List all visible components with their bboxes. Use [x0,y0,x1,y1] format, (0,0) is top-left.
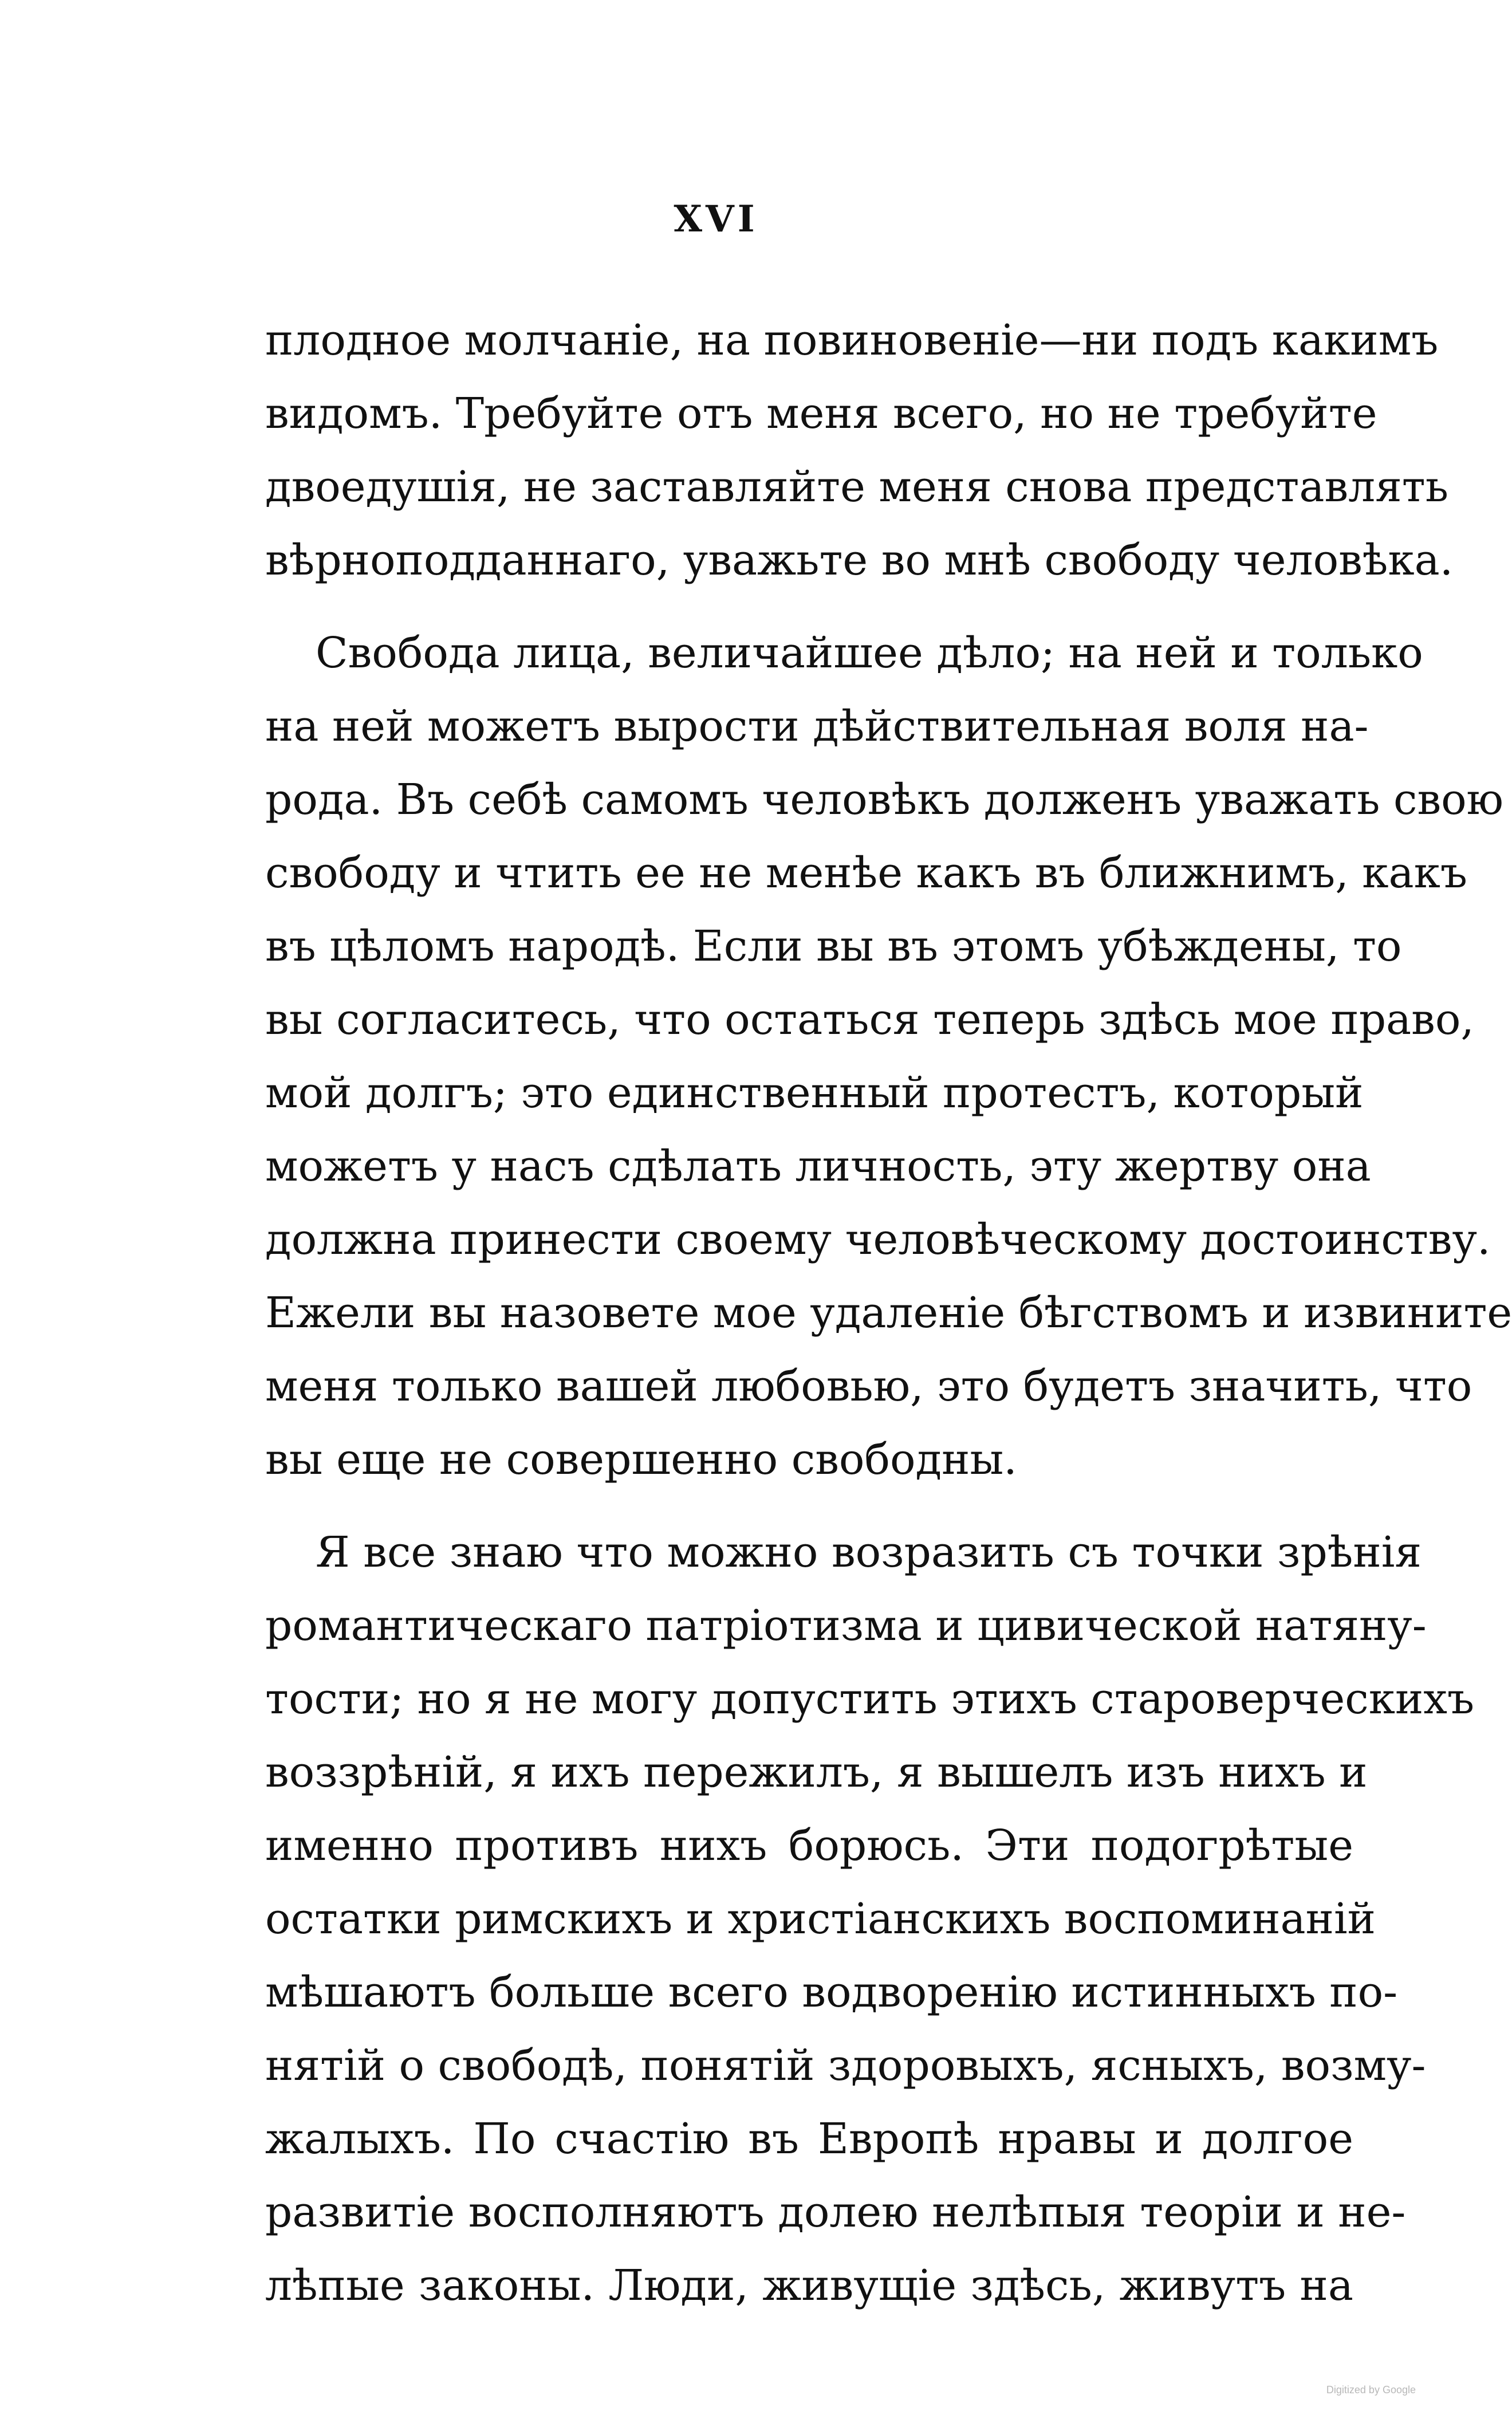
text-line: Свобода лица, величайшее дѣло; на ней и только [316,628,1423,678]
paragraph-1 [265,304,1454,597]
text-line: можетъ у насъ сдѣлать личность, эту жертву она [265,1142,1371,1191]
text-line: Ежели вы назовете мое удаленіе бѣгствомъ и извините [265,1288,1512,1338]
text-line: плодное молчаніе, на повиновеніе—ни подъ какимъ [265,316,1439,365]
text-line: видомъ. Требуйте отъ меня всего, но не требуйте [265,389,1377,438]
text-line: Я все знаю что можно возразить съ точки зрѣнія [316,1528,1422,1577]
text-line: двоедушія, не заставляйте меня снова представлять [265,462,1449,512]
text-line: жалыхъ. По счастію въ Европѣ нравы и долгое [265,2114,1353,2164]
text-line: вы согласитесь, что остаться теперь здѣсь мое право, [265,995,1474,1044]
text-line: вѣрноподданнаго, уважьте во мнѣ свободу человѣка. [265,536,1454,585]
digitized-watermark: Digitized by Google [1326,2384,1416,2396]
text-line: лѣпые законы. Люди, живущіе здѣсь, живутъ на [265,2261,1353,2310]
text-line: нятій о свободѣ, понятій здоровыхъ, ясныхъ, возму- [265,2041,1426,2090]
text-line: мѣшаютъ больше всего водворенію истинныхъ по- [265,1968,1398,2017]
paragraph-3 [265,1516,1475,2322]
text-line: мой долгъ; это единственный протестъ, который [265,1068,1364,1118]
text-line: вы еще не совершенно свободны. [265,1435,1017,1484]
text-line: романтическаго патріотизма и цивической натяну- [265,1601,1427,1650]
text-line: рода. Въ себѣ самомъ человѣкъ долженъ уважать свою [265,775,1504,824]
text-line: въ цѣломъ народѣ. Если вы въ этомъ убѣждены, то [265,922,1402,971]
text-line: меня только вашей любовью, это будетъ значить, что [265,1362,1472,1411]
paragraph-2 [265,616,1512,1496]
text-line: развитіе восполняютъ долею нелѣпыя теоріи и не- [265,2188,1406,2237]
paragraph-gap [265,597,1353,616]
text-line: остатки римскихъ и христіанскихъ воспоминаній [265,1894,1376,1944]
text-line: именно противъ нихъ борюсь. Эти подогрѣтые [265,1821,1353,1870]
paragraph-gap [265,1496,1353,1516]
text-line: должна принести своему человѣческому достоинству. [265,1215,1491,1264]
text-line: воззрѣній, я ихъ пережилъ, я вышелъ изъ нихъ и [265,1748,1368,1797]
body-text [265,304,1512,2322]
text-line: свободу и чтить ее не менѣе какъ въ ближнимъ, какъ [265,848,1467,898]
text-line: на ней можетъ вырости дѣйствительная воля на- [265,702,1369,751]
text-line: тости; но я не могу допустить этихъ староверческихъ [265,1674,1475,1724]
page-number: XVI [674,198,758,241]
